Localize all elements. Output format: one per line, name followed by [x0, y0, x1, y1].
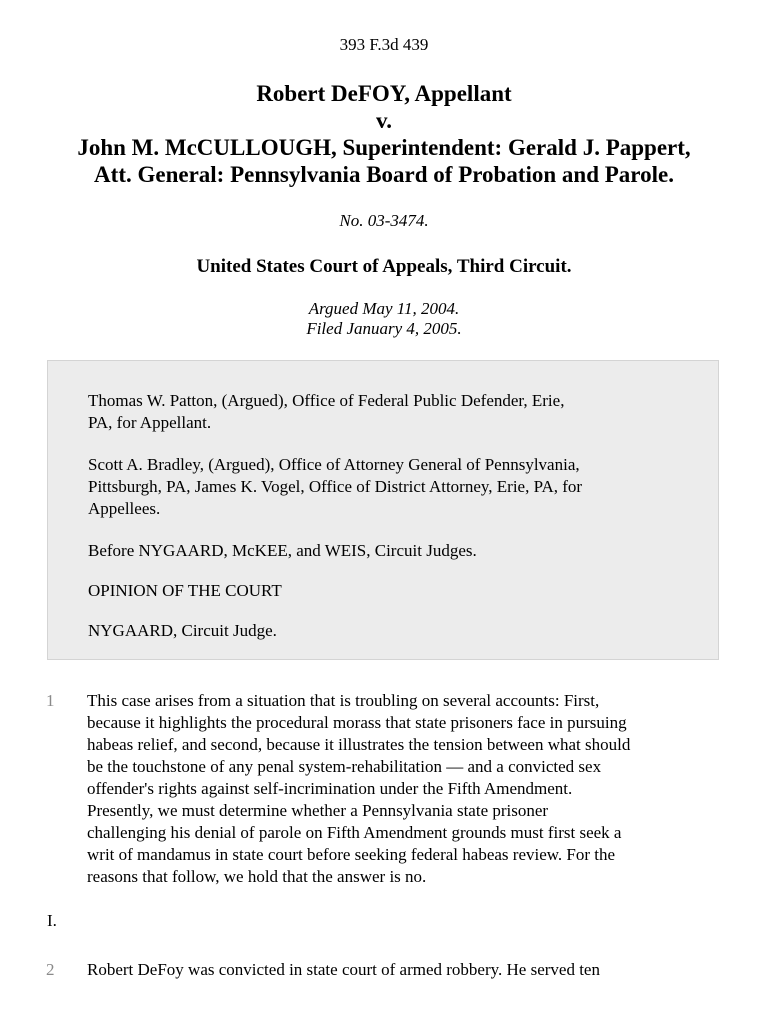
reporter-citation: 393 F.3d 439 [339, 35, 429, 54]
paragraph-line: habeas relief, and second, because it illustrates the tension between what should [87, 735, 631, 754]
caption-versus: v. [376, 108, 392, 133]
paragraph-line: offender's rights against self-incrimination under the Fifth Amendment. [87, 779, 573, 798]
paragraph-text [87, 959, 727, 981]
counsel-panel [47, 360, 719, 660]
argued-date: Argued May 11, 2004. [308, 299, 460, 318]
paragraph-line: challenging his denial of parole on Fifth Amendment grounds must first seek a [87, 823, 622, 842]
paragraph-line: Robert DeFoy was convicted in state court of armed robbery. He served ten [87, 960, 600, 979]
paragraph-line: This case arises from a situation that is troubling on several accounts: First, [87, 691, 600, 710]
opinion-author: NYGAARD, Circuit Judge. [88, 621, 277, 640]
paragraph-number: 2 [46, 960, 55, 979]
section-heading: I. [47, 911, 57, 930]
paragraph-number: 1 [46, 691, 55, 710]
counsel-appellant [88, 390, 688, 434]
counsel-appellees-line-2: Pittsburgh, PA, James K. Vogel, Office of District Attorney, Erie, PA, for [88, 477, 583, 496]
caption-appellees-line-2: Att. General: Pennsylvania Board of Probation and Parole. [94, 162, 674, 187]
case-caption [0, 80, 768, 188]
paragraph-line: reasons that follow, we hold that the answer is no. [87, 867, 427, 886]
court-name: United States Court of Appeals, Third Circuit. [196, 256, 572, 277]
filed-date: Filed January 4, 2005. [306, 319, 462, 338]
judges-panel: Before NYGAARD, McKEE, and WEIS, Circuit Judges. [88, 541, 477, 560]
docket-number: No. 03-3474. [339, 211, 429, 230]
counsel-appellees-line-3: Appellees. [88, 499, 161, 518]
counsel-appellees [88, 454, 688, 520]
case-dates [0, 299, 768, 339]
paragraph-line: writ of mandamus in state court before seeking federal habeas review. For the [87, 845, 616, 864]
paragraph-text [87, 690, 727, 888]
caption-appellant: Robert DeFOY, Appellant [256, 81, 512, 106]
counsel-appellant-line-2: PA, for Appellant. [88, 413, 212, 432]
opinion-heading: OPINION OF THE COURT [88, 581, 282, 600]
paragraph-line: because it highlights the procedural morass that state prisoners face in pursuing [87, 713, 627, 732]
caption-appellees-line-1: John M. McCULLOUGH, Superintendent: Gerald J. Pappert, [77, 135, 691, 160]
paragraph-line: Presently, we must determine whether a Pennsylvania state prisoner [87, 801, 549, 820]
counsel-appellees-line-1: Scott A. Bradley, (Argued), Office of Attorney General of Pennsylvania, [88, 455, 580, 474]
counsel-appellant-line-1: Thomas W. Patton, (Argued), Office of Federal Public Defender, Erie, [88, 391, 565, 410]
paragraph-line: be the touchstone of any penal system-rehabilitation — and a convicted sex [87, 757, 602, 776]
